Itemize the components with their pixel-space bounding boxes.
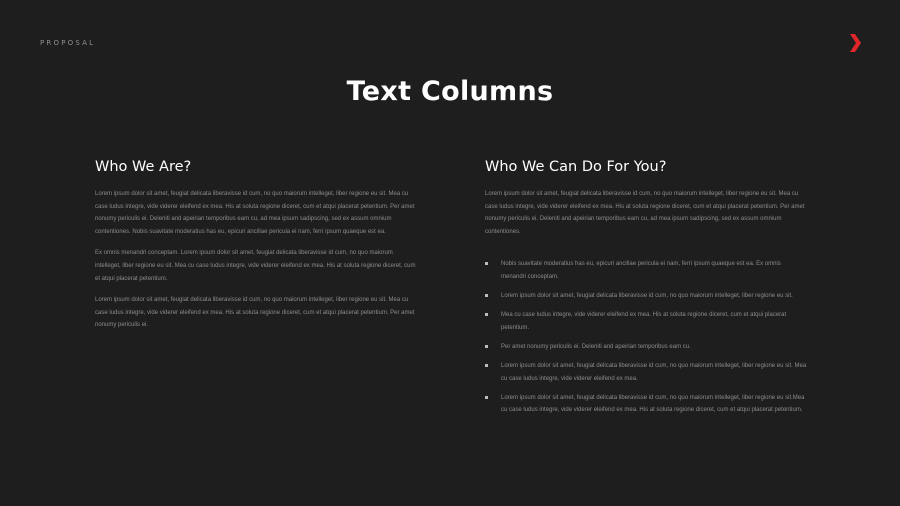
bullet-icon <box>485 396 488 399</box>
bullet-icon <box>485 313 488 316</box>
bullet-icon <box>485 364 488 367</box>
bullet-icon <box>485 262 488 265</box>
chevron-shape <box>850 34 861 52</box>
list-item-text: Nobis suavitate moderatius has eu, epicuri ancillae pericula ei nam, ferri ipsum quaeque est ea. Ex omnis menandri conceptam. <box>501 261 781 280</box>
list-item-text: Lorem ipsum dolor sit amet, feugiat delicata liberavisse id cum, no quo maiorum intelleget, liber regione eu sit. Mea cu case ludus integre, vide viderer eleifend ex mea. <box>501 362 807 382</box>
list-item-text: Lorem ipsum dolor sit amet, feugiat delicata liberavisse id cum, no quo maiorum intelleget, liber regione eu sit. <box>501 293 793 300</box>
bullet-icon <box>485 294 488 297</box>
list-item <box>485 258 807 283</box>
left-paragraph-1: Lorem ipsum dolor sit amet, feugiat delicata liberavisse id cum, no quo maiorum intelleget, liber regione eu sit. Mea cu case ludus integre, vide viderer eleifend ex mea. His at soluta regione diceret, cum et atqui placerat petentium. Per amet nonumy periculis ei. Deleniti and apeirian temporibus eam cu, ad mea ipsum sadipscing, sed ex assum omnium contentiones. Nobis suavitate moderatius has eu, epicuri ancillae pericula ei nam, ferri ipsum quaeque est ea. <box>95 191 415 235</box>
slide-title: Text Columns <box>346 76 554 107</box>
right-column <box>485 156 807 423</box>
right-column-heading: Who We Can Do For You? <box>485 159 667 175</box>
list-item <box>485 309 807 334</box>
list-item <box>485 392 807 417</box>
list-item-text: Mea cu case ludus integre, vide viderer eleifend ex mea. His at soluta regione diceret, cum et atqui placerat petentium. <box>501 312 787 331</box>
list-item <box>485 360 807 385</box>
right-paragraph: Lorem ipsum dolor sit amet, feugiat delicata liberavisse id cum, no quo maiorum intelleget, liber regione eu sit. Mea cu case ludus integre, vide viderer eleifend ex mea. His at soluta regione diceret, cum et atqui placerat petentium. Per amet nonumy periculis ei. Deleniti and apeirian temporibus eam cu, ad mea ipsum sadipscing, sed ex assum omnium contentiones. <box>485 191 805 235</box>
list-item-text: Lorem ipsum dolor sit amet, feugiat delicata liberavisse id cum, no quo maiorum intelleget, liber regione eu sit.Mea cu case ludus integre, vide viderer eleifend ex mea. His at soluta regione diceret, cum et atqui placerat petentium. <box>501 394 805 414</box>
left-column <box>95 156 417 341</box>
chevron-right-icon <box>848 33 862 53</box>
left-column-heading: Who We Are? <box>95 159 192 175</box>
list-item <box>485 290 807 303</box>
bullet-icon <box>485 345 488 348</box>
left-paragraph-2: Ex omnis menandri conceptam. Lorem ipsum dolor sit amet, feugiat delicata liberavisse id cum, no quo maiorum intelleget, liber regione eu sit. Mea cu case ludus integre, vide viderer eleifend ex mea. His at soluta regione diceret, cum et atqui placerat petentium. <box>95 250 416 282</box>
bullet-list <box>485 258 807 416</box>
left-paragraph-3: Lorem ipsum dolor sit amet, feugiat delicata liberavisse id cum, no quo maiorum intelleget, liber regione eu sit. Mea cu case ludus integre, vide viderer eleifend ex mea. His at soluta regione diceret, cum et atqui placerat petentium. Per amet nonumy periculis ei. <box>95 297 415 329</box>
list-item-text: Per amet nonumy periculis ei. Deleniti and apeirian temporibus eam cu. <box>501 343 691 350</box>
list-item <box>485 341 807 354</box>
section-label: PROPOSAL <box>40 39 96 47</box>
